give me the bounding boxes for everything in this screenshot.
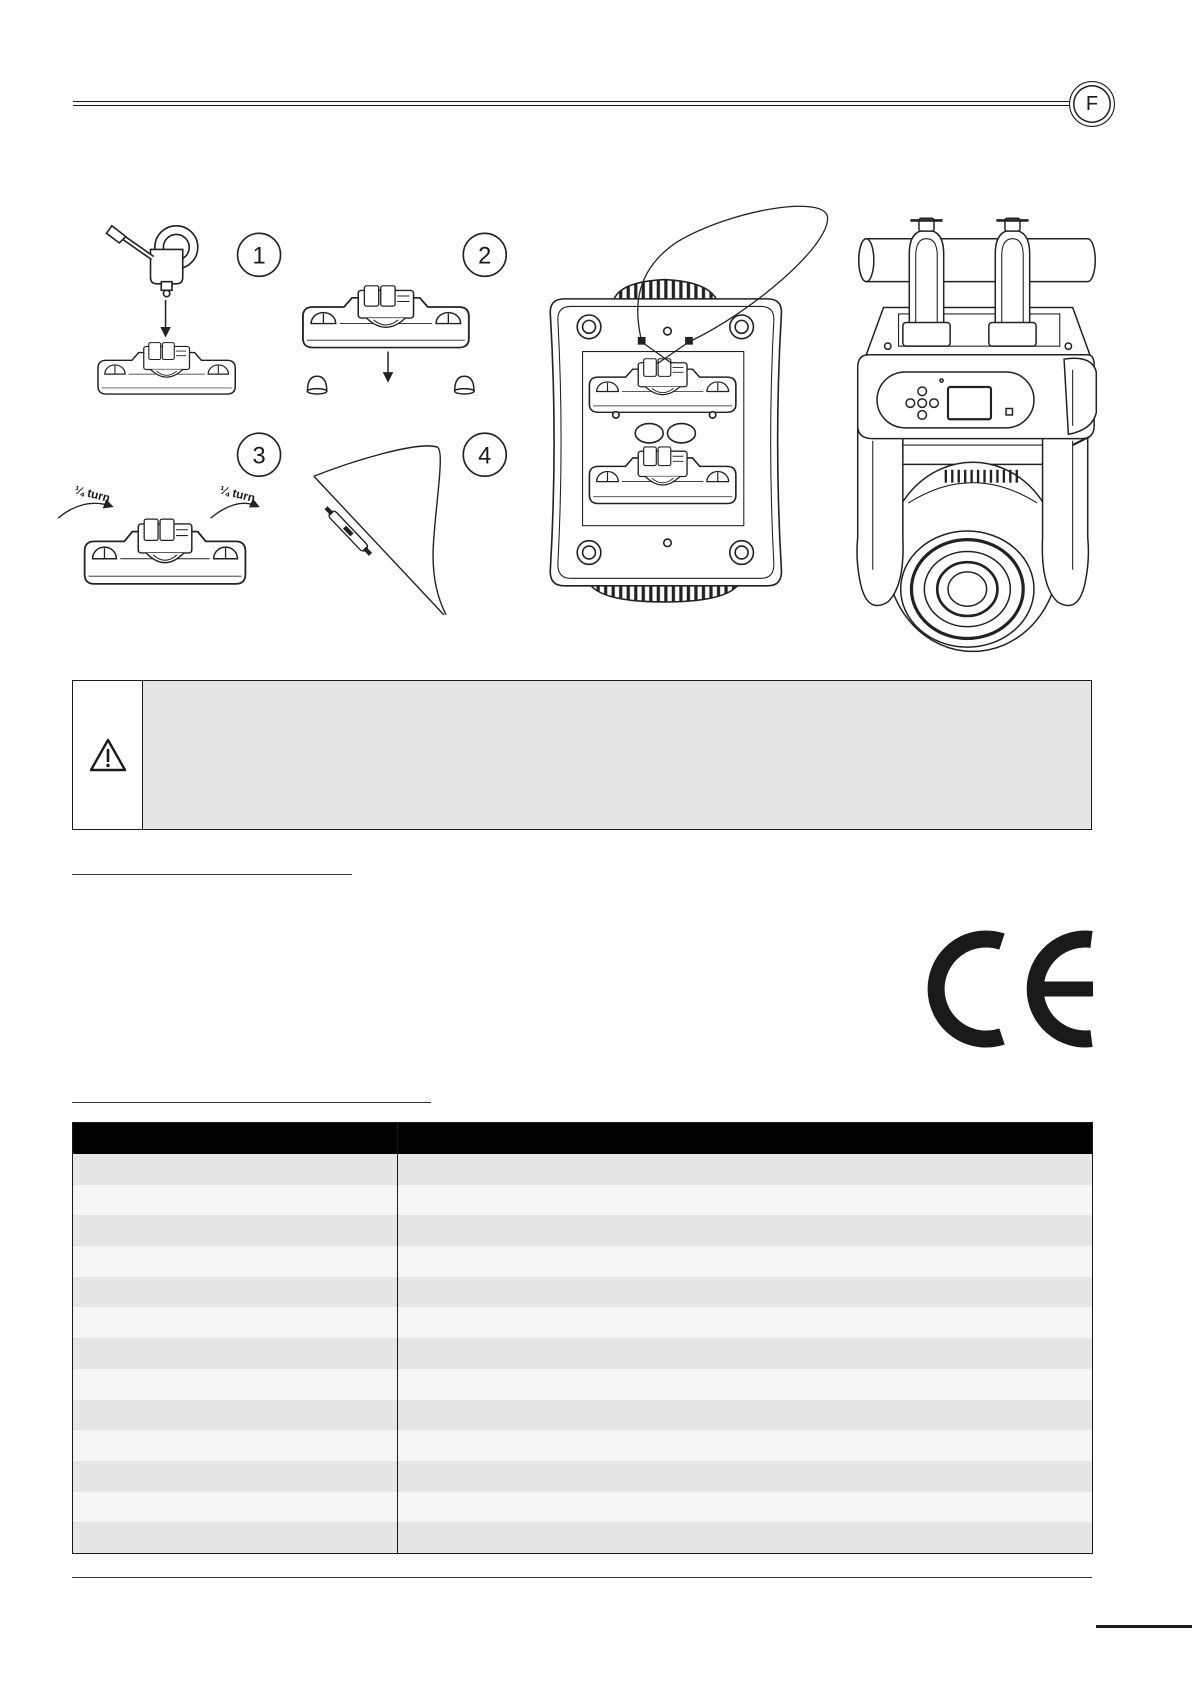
- warning-triangle-icon: [88, 737, 128, 773]
- step-4: [314, 433, 506, 615]
- step-3: [58, 433, 280, 584]
- step-number: 1: [252, 243, 266, 270]
- warning-box: [72, 680, 1092, 830]
- section-heading-rule: [72, 874, 352, 875]
- table-cell-label: [73, 1215, 398, 1246]
- quarter-turn-label-right: ¼ turn: [218, 482, 257, 505]
- left-button: [906, 399, 915, 408]
- warning-icon-cell: [73, 681, 143, 829]
- ce-mark-logo: [927, 930, 1095, 1048]
- table-cell-value: [398, 1369, 1093, 1400]
- step-number: 2: [478, 243, 492, 270]
- table-cell-value: [398, 1492, 1093, 1523]
- table-row: [73, 1246, 1093, 1277]
- table-cell-label: [73, 1246, 398, 1277]
- table-row: [73, 1215, 1093, 1246]
- table-cell-label: [73, 1430, 398, 1461]
- table-cell-label: [73, 1185, 398, 1216]
- safety-cable: [314, 446, 446, 615]
- hanging-clamp-left: [903, 218, 950, 346]
- table-row: [73, 1522, 1093, 1553]
- table-row: [73, 1185, 1093, 1216]
- table-row: [73, 1307, 1093, 1338]
- table-row: [73, 1154, 1093, 1185]
- hanging-clamp-right: [989, 218, 1036, 346]
- table-cell-label: [73, 1400, 398, 1431]
- table-cell-value: [398, 1277, 1093, 1308]
- quarter-turn-fastener-right: [455, 376, 474, 394]
- table-cell-label: [73, 1522, 398, 1553]
- table-row: [73, 1430, 1093, 1461]
- table-cell-label: [73, 1369, 398, 1400]
- step-2: [303, 233, 506, 394]
- table-cell-label: [73, 1338, 398, 1369]
- table-header-label: [73, 1123, 398, 1155]
- mounting-bracket: [303, 286, 469, 348]
- fixture-bottom-view: [550, 206, 827, 602]
- page-corner-rule: [1096, 1625, 1192, 1628]
- step-3-badge: [238, 433, 281, 476]
- spec-table-body: [73, 1154, 1093, 1553]
- down-button: [918, 411, 927, 420]
- quarter-turn-fastener-left: [307, 376, 326, 394]
- table-row: [73, 1461, 1093, 1492]
- section-heading-rule: [72, 1102, 431, 1103]
- table-row: [73, 1277, 1093, 1308]
- mounting-bracket: [98, 343, 235, 394]
- ce-mark-e-bar: [1035, 982, 1093, 997]
- lens: [901, 531, 1034, 647]
- table-header-row: [73, 1123, 1093, 1155]
- fixture-base: [858, 307, 1094, 438]
- step-number: 4: [478, 443, 492, 470]
- table-cell-value: [398, 1522, 1093, 1553]
- yoke-arm-right: [1042, 417, 1090, 605]
- menu-button: [918, 387, 927, 396]
- yoke-arm-left: [857, 428, 903, 606]
- base-handle: [1064, 358, 1096, 434]
- step-2-badge: [463, 233, 506, 276]
- ce-mark-c: [936, 939, 1002, 1039]
- hook-clamp: [106, 226, 197, 297]
- mounting-bracket: [85, 519, 246, 584]
- table-cell-value: [398, 1307, 1093, 1338]
- footer-rule: [72, 1577, 1092, 1578]
- table-cell-label: [73, 1492, 398, 1523]
- table-cell-label: [73, 1277, 398, 1308]
- warning-text-panel: [143, 681, 1091, 829]
- table-row: [73, 1338, 1093, 1369]
- table-row: [73, 1369, 1093, 1400]
- installation-illustrations: [0, 200, 1192, 660]
- right-button: [930, 399, 939, 408]
- enter-button: [918, 399, 927, 408]
- step-number: 3: [252, 443, 266, 470]
- step-1-badge: [238, 233, 281, 276]
- table-cell-label: [73, 1307, 398, 1338]
- table-cell-value: [398, 1430, 1093, 1461]
- step-1: [98, 226, 281, 394]
- step-4-badge: [463, 433, 506, 476]
- rotate-arrow-left: [58, 503, 112, 518]
- quarter-turn-label-left: ¼ turn: [73, 482, 112, 505]
- table-cell-value: [398, 1185, 1093, 1216]
- header-rule: [73, 101, 1069, 106]
- table-cell-value: [398, 1215, 1093, 1246]
- display-screen: [948, 387, 991, 419]
- table-cell-value: [398, 1246, 1093, 1277]
- table-cell-value: [398, 1461, 1093, 1492]
- table-row: [73, 1492, 1093, 1523]
- rotate-arrow-right: [211, 503, 258, 518]
- table-cell-label: [73, 1461, 398, 1492]
- spec-table: [72, 1122, 1093, 1554]
- moving-head-fixture: [857, 218, 1096, 651]
- section-tab-badge: [1069, 81, 1115, 127]
- fixture-head: [887, 462, 1059, 651]
- table-header-value: [398, 1123, 1093, 1155]
- table-cell-value: [398, 1154, 1093, 1185]
- control-panel: [877, 372, 1034, 428]
- table-cell-value: [398, 1338, 1093, 1369]
- section-tab-letter: F: [1085, 93, 1099, 115]
- truss-pipe: [859, 239, 1095, 282]
- table-row: [73, 1400, 1093, 1431]
- table-cell-value: [398, 1400, 1093, 1431]
- table-cell-label: [73, 1154, 398, 1185]
